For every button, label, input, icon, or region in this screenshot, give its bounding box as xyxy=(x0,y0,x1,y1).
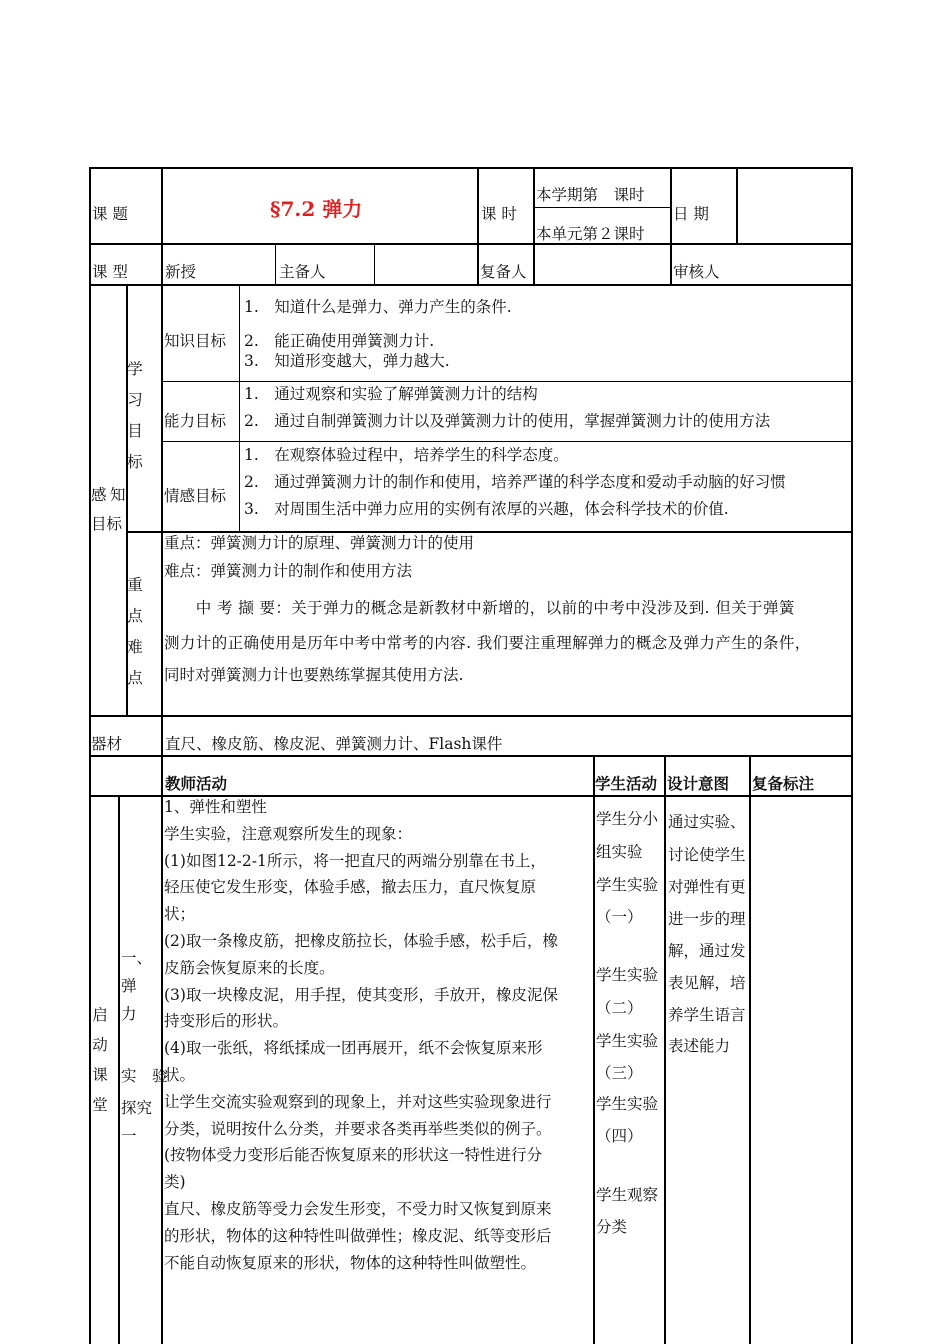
teacher-activity-line: (3)取一块橡皮泥，用手捏，使其变形，手放开，橡皮泥保 xyxy=(164,985,558,1004)
teacher-activity-line: 学生实验，注意观察所发生的现象： xyxy=(164,824,413,843)
design-intent-line: 通过实验、 xyxy=(668,813,746,831)
period-term: 本学期第 课时 xyxy=(536,186,645,204)
row-line xyxy=(533,207,671,208)
lead-preparer-label: 主备人 xyxy=(279,263,326,281)
student-activity-header: 学生活动 xyxy=(595,774,658,793)
emotion-goal-1: 1. 在观察体验过程中，培养学生的科学态度。 xyxy=(244,446,569,464)
student-activity-line: 学生实验 xyxy=(596,1032,659,1050)
table-border-right xyxy=(851,167,853,1344)
student-activity-line: 学生观察 xyxy=(596,1186,659,1204)
col-line xyxy=(749,755,751,1344)
design-intent-line: 表见解，培 xyxy=(668,974,746,992)
date-label: 日 期 xyxy=(673,205,709,223)
design-intent-line: 养学生语言 xyxy=(668,1006,746,1024)
student-activity-line: 组实验 xyxy=(596,843,643,861)
col-line xyxy=(374,243,375,284)
reviewer-label: 审核人 xyxy=(673,263,720,281)
col-line xyxy=(736,167,738,243)
row-line xyxy=(89,715,853,717)
keypoint-vertical-label: 重 点 难 点 xyxy=(127,576,143,687)
difficult-point: 难点：弹簧测力计的制作和使用方法 xyxy=(164,562,413,580)
col-line xyxy=(477,167,479,284)
student-activity-line: 学生实验 xyxy=(596,966,659,984)
student-activity-line: 学生实验 xyxy=(596,1095,659,1113)
student-activity-line: （三） xyxy=(596,1064,643,1082)
col-line xyxy=(664,755,666,1344)
teacher-activity-line: 让学生交流实验观察到的现象上，并对这些实验现象进行 xyxy=(164,1092,552,1111)
teacher-activity-line: 持变形后的形状。 xyxy=(164,1012,289,1031)
design-intent-line: 讨论使学生 xyxy=(668,846,746,864)
sub-stage-label: 一 xyxy=(121,1127,137,1145)
teacher-activity-line: (4)取一张纸，将纸揉成一团再展开，纸不会恢复原来形 xyxy=(164,1039,543,1058)
student-activity-line: （四） xyxy=(596,1127,643,1145)
knowledge-goal-3: 3. 知道形变越大，弹力越大. xyxy=(244,352,450,370)
emotion-goal-2: 2. 通过弹簧测力计的制作和使用，培养严谨的科学态度和爱动手动脑的好习惯 xyxy=(244,473,786,491)
teacher-activity-line: 类) xyxy=(164,1173,186,1192)
exam-summary-line: 中 考 撷 要：关于弹力的概念是新教材中新增的，以前的中考中没涉及到. 但关于弹簧 xyxy=(164,599,795,617)
col-line xyxy=(533,167,535,284)
teacher-activity-line: 不能自动恢复原来的形状，物体的这种特性叫做塑性。 xyxy=(164,1253,537,1272)
teacher-activity-line: 状； xyxy=(164,905,196,924)
sub-stage-label: 弹 xyxy=(121,977,137,995)
type-value: 新授 xyxy=(165,263,197,281)
design-intent-line: 表述能力 xyxy=(668,1037,731,1055)
exam-summary-line: 同时对弹簧测力计也要熟练掌握其使用方法. xyxy=(164,666,464,684)
period-unit: 本单元第２课时 xyxy=(536,225,645,243)
topic-label: 课 题 xyxy=(92,205,128,223)
col-line xyxy=(593,755,595,1344)
student-activity-line: 学生实验 xyxy=(596,876,659,894)
row-line xyxy=(161,441,853,442)
teacher-activity-line: 的形状，物体的这种特性叫做弹性；橡皮泥、纸等变形后 xyxy=(164,1226,552,1245)
row-line xyxy=(89,755,853,757)
teacher-activity-line: 轻压使它发生形变，体验手感，撤去压力，直尺恢复原 xyxy=(164,878,537,897)
row-line xyxy=(89,243,853,245)
period-label: 课 时 xyxy=(481,205,517,223)
sub-stage-label: 探究 xyxy=(121,1099,153,1117)
student-activity-line: 学生分小 xyxy=(596,810,659,828)
knowledge-goal-2: 2. 能正确使用弹簧测力计. xyxy=(244,332,435,350)
sub-stage-label: 力 xyxy=(121,1005,137,1023)
row-line xyxy=(89,284,853,286)
col-line xyxy=(239,284,240,531)
ability-goal-1: 1. 通过观察和实验了解弹簧测力计的结构 xyxy=(244,385,538,403)
outer-goal-label-1: 感 xyxy=(91,486,107,504)
col-line xyxy=(118,795,120,1344)
emotion-goal-3: 3. 对周围生活中弹力应用的实例有浓厚的兴趣，体会科学技术的价值. xyxy=(244,500,729,518)
teacher-activity-line: (1)如图12-2-1所示，将一把直尺的两端分别靠在书上， xyxy=(164,851,546,870)
teacher-activity-header: 教师活动 xyxy=(165,774,228,793)
lesson-title: §7.2 弹力 xyxy=(270,197,363,221)
ability-goal-2: 2. 通过自制弹簧测力计以及弹簧测力计的使用，掌握弹簧测力计的使用方法 xyxy=(244,412,771,430)
exam-summary-line: 测力计的正确使用是历年中考中常考的内容. 我们要注重理解弹力的概念及弹力产生的条件， xyxy=(164,634,811,652)
teacher-activity-line: 直尺、橡皮筋等受力会发生形变，不受力时又恢复到原来 xyxy=(164,1200,552,1218)
co-preparer-label: 复备人 xyxy=(480,263,527,281)
study-goal-vertical-label: 学 习 目 标 xyxy=(127,360,143,471)
knowledge-goal-1: 1. 知道什么是弹力、弹力产生的条件. xyxy=(244,298,512,316)
table-border-top xyxy=(89,167,853,169)
student-activity-line: （二） xyxy=(596,999,643,1017)
outer-goal-label-3: 目标 xyxy=(91,515,123,533)
table-border-left xyxy=(89,167,91,1344)
design-intent-line: 进一步的理 xyxy=(668,910,746,928)
teacher-activity-line: 分类，说明按什么分类，并要求各类再举些类似的例子。 xyxy=(164,1119,552,1138)
teacher-activity-line: (按物体受力变形后能否恢复原来的形状这一特性进行分 xyxy=(164,1146,543,1165)
stage-vertical-label: 启 动 课 堂 xyxy=(92,1006,108,1114)
key-point: 重点：弹簧测力计的原理、弹簧测力计的使用 xyxy=(164,534,475,552)
teacher-activity-line: 状。 xyxy=(164,1066,196,1084)
outer-goal-label-2: 知 xyxy=(110,486,126,504)
materials-value: 直尺、橡皮筋、橡皮泥、弹簧测力计、Flash课件 xyxy=(165,735,503,753)
sub-stage-label: 一、 xyxy=(121,949,153,967)
emotion-goal-label: 情感目标 xyxy=(164,487,227,505)
col-line xyxy=(161,167,163,1344)
review-notes-header: 复备标注 xyxy=(752,774,815,793)
col-line xyxy=(670,167,672,284)
student-activity-line: （一） xyxy=(596,908,643,926)
design-intent-line: 解，通过发 xyxy=(668,942,746,960)
design-intent-line: 对弹性有更 xyxy=(668,878,746,896)
col-line xyxy=(275,243,276,284)
teacher-activity-line: (2)取一条橡皮筋，把橡皮筋拉长，体验手感，松手后，橡 xyxy=(164,932,558,950)
student-activity-line: 分类 xyxy=(596,1218,628,1236)
knowledge-goal-label: 知识目标 xyxy=(164,332,227,350)
teacher-activity-line: 1、弹性和塑性 xyxy=(164,798,267,816)
design-intent-header: 设计意图 xyxy=(667,774,730,793)
sub-stage-label: 实 验 xyxy=(121,1067,168,1085)
row-line xyxy=(161,381,853,382)
type-label: 课 型 xyxy=(92,263,128,281)
ability-goal-label: 能力目标 xyxy=(164,412,227,430)
teacher-activity-line: 皮筋会恢复原来的长度。 xyxy=(164,958,335,977)
materials-label: 器材 xyxy=(91,735,123,753)
